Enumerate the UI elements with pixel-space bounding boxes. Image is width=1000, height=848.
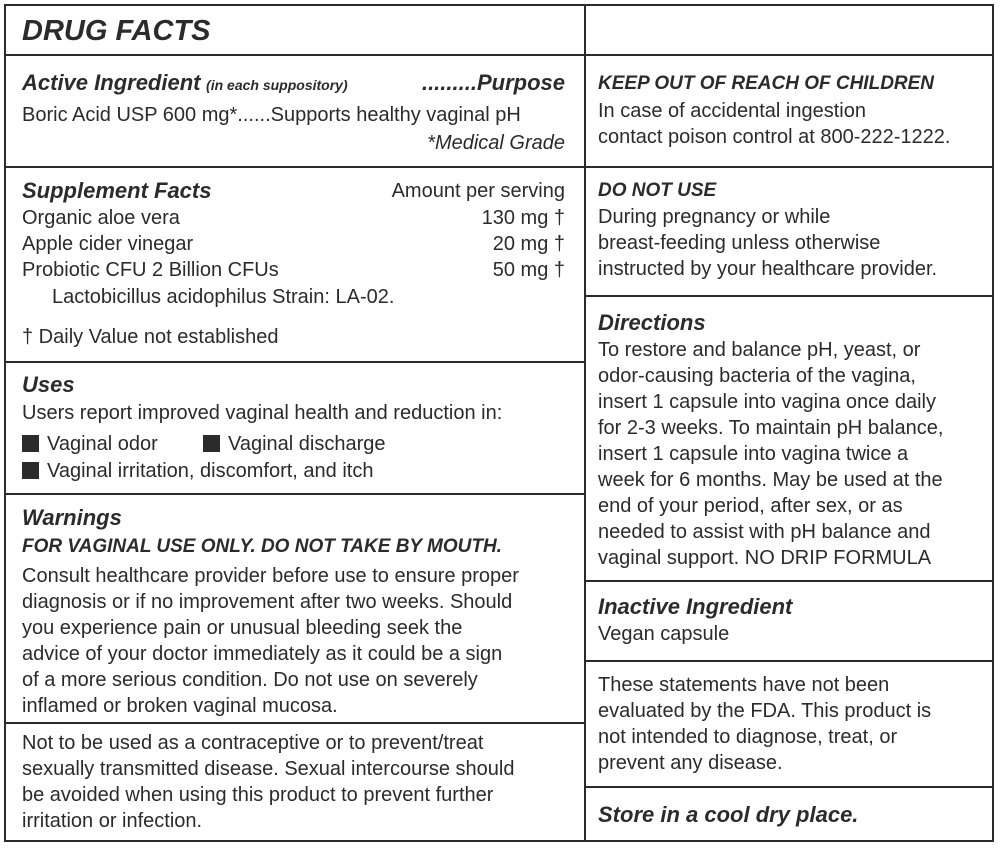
warnings-line: Consult healthcare provider before use to ensure proper	[22, 565, 519, 587]
warnings-line: diagnosis or if no improvement after two weeks. Should	[22, 591, 513, 613]
square-bullet-icon	[22, 435, 39, 452]
keep-out-line: contact poison control at 800-222-1222.	[598, 126, 951, 148]
divider-do-not-use	[585, 295, 994, 297]
supplement-row-name: Apple cider vinegar	[22, 233, 194, 255]
active-ingredient-heading-row	[22, 70, 348, 98]
contraceptive-line: Not to be used as a contraceptive or to prevent/treat	[22, 732, 484, 754]
supplement-row-amount: 50 mg †	[492, 259, 565, 281]
do-not-use-line: instructed by your healthcare provider.	[598, 258, 938, 280]
inactive-ingredient-heading: Inactive Ingredient	[598, 594, 793, 619]
divider-uses	[4, 493, 585, 495]
probiotic-strain: Lactobicillus acidophilus Strain: LA-02.	[52, 286, 395, 308]
divider-directions	[585, 580, 994, 582]
keep-out-line: In case of accidental ingestion	[598, 100, 866, 122]
fda-line: not intended to diagnose, treat, or	[598, 726, 898, 748]
warnings-line: inflamed or broken vaginal mucosa.	[22, 695, 338, 717]
uses-item-label: Vaginal discharge	[228, 433, 386, 455]
directions-line: insert 1 capsule into vagina twice a	[598, 443, 909, 465]
directions-line: odor-causing bacteria of the vagina,	[598, 365, 916, 387]
divider-fda	[585, 786, 994, 788]
daily-value-note: † Daily Value not established	[22, 326, 279, 348]
fda-line: evaluated by the FDA. This product is	[598, 700, 932, 722]
directions-line: vaginal support. NO DRIP FORMULA	[598, 547, 932, 569]
directions-line: week for 6 months. May be used at the	[598, 469, 943, 491]
divider-keep-out	[585, 166, 994, 168]
uses-item	[203, 431, 386, 457]
uses-item-label: Vaginal irritation, discomfort, and itch	[47, 460, 374, 482]
divider-active	[4, 166, 585, 168]
uses-item	[22, 431, 158, 457]
active-ingredient-note: (in each suppository)	[206, 77, 348, 93]
uses-heading: Uses	[22, 372, 75, 397]
inactive-ingredient-value: Vegan capsule	[598, 623, 730, 645]
warnings-heading: Warnings	[22, 505, 122, 530]
directions-line: insert 1 capsule into vagina once daily	[598, 391, 936, 413]
storage-note: Store in a cool dry place.	[598, 802, 859, 827]
warnings-line: of a more serious condition. Do not use on severely	[22, 669, 478, 691]
do-not-use-line: breast-feeding unless otherwise	[598, 232, 881, 254]
column-divider	[584, 4, 586, 842]
directions-heading: Directions	[598, 310, 706, 335]
contraceptive-line: irritation or infection.	[22, 810, 203, 832]
page-title: DRUG FACTS	[22, 15, 211, 47]
divider-warnings	[4, 722, 585, 724]
supplement-facts-heading: Supplement Facts	[22, 178, 212, 203]
supplement-row-amount: 130 mg †	[481, 207, 565, 229]
square-bullet-icon	[22, 462, 39, 479]
do-not-use-line: During pregnancy or while	[598, 206, 831, 228]
uses-item	[22, 458, 373, 484]
divider-inactive	[585, 660, 994, 662]
contraceptive-line: be avoided when using this product to prevent further	[22, 784, 494, 806]
warnings-line: advice of your doctor immediately as it could be a sign	[22, 643, 503, 665]
warnings-line: you experience pain or unusual bleeding seek the	[22, 617, 463, 639]
uses-item-label: Vaginal odor	[47, 433, 158, 455]
contraceptive-line: sexually transmitted disease. Sexual intercourse should	[22, 758, 515, 780]
directions-line: needed to assist with pH balance and	[598, 521, 931, 543]
warnings-subheading: FOR VAGINAL USE ONLY. DO NOT TAKE BY MOUTH.	[22, 536, 502, 557]
active-ingredient-line: Boric Acid USP 600 mg*......Supports healthy vaginal pH	[22, 104, 521, 126]
divider-supplement	[4, 361, 585, 363]
supplement-row-amount: 20 mg †	[492, 233, 565, 255]
do-not-use-heading: DO NOT USE	[598, 180, 717, 201]
purpose-label: .........Purpose	[421, 70, 565, 95]
supplement-row-name: Organic aloe vera	[22, 207, 180, 229]
medical-grade-note: *Medical Grade	[427, 132, 565, 154]
active-ingredient-heading: Active Ingredient	[22, 70, 201, 95]
amount-per-serving-header: Amount per serving	[391, 180, 565, 202]
fda-line: prevent any disease.	[598, 752, 783, 774]
directions-line: To restore and balance pH, yeast, or	[598, 339, 921, 361]
directions-line: end of your period, after sex, or as	[598, 495, 903, 517]
square-bullet-icon	[203, 435, 220, 452]
fda-line: These statements have not been	[598, 674, 890, 696]
directions-line: for 2-3 weeks. To maintain pH balance,	[598, 417, 944, 439]
keep-out-heading: KEEP OUT OF REACH OF CHILDREN	[598, 73, 935, 94]
supplement-row-name: Probiotic CFU 2 Billion CFUs	[22, 259, 279, 281]
divider-title	[4, 54, 994, 56]
uses-intro: Users report improved vaginal health and reduction in:	[22, 402, 503, 424]
